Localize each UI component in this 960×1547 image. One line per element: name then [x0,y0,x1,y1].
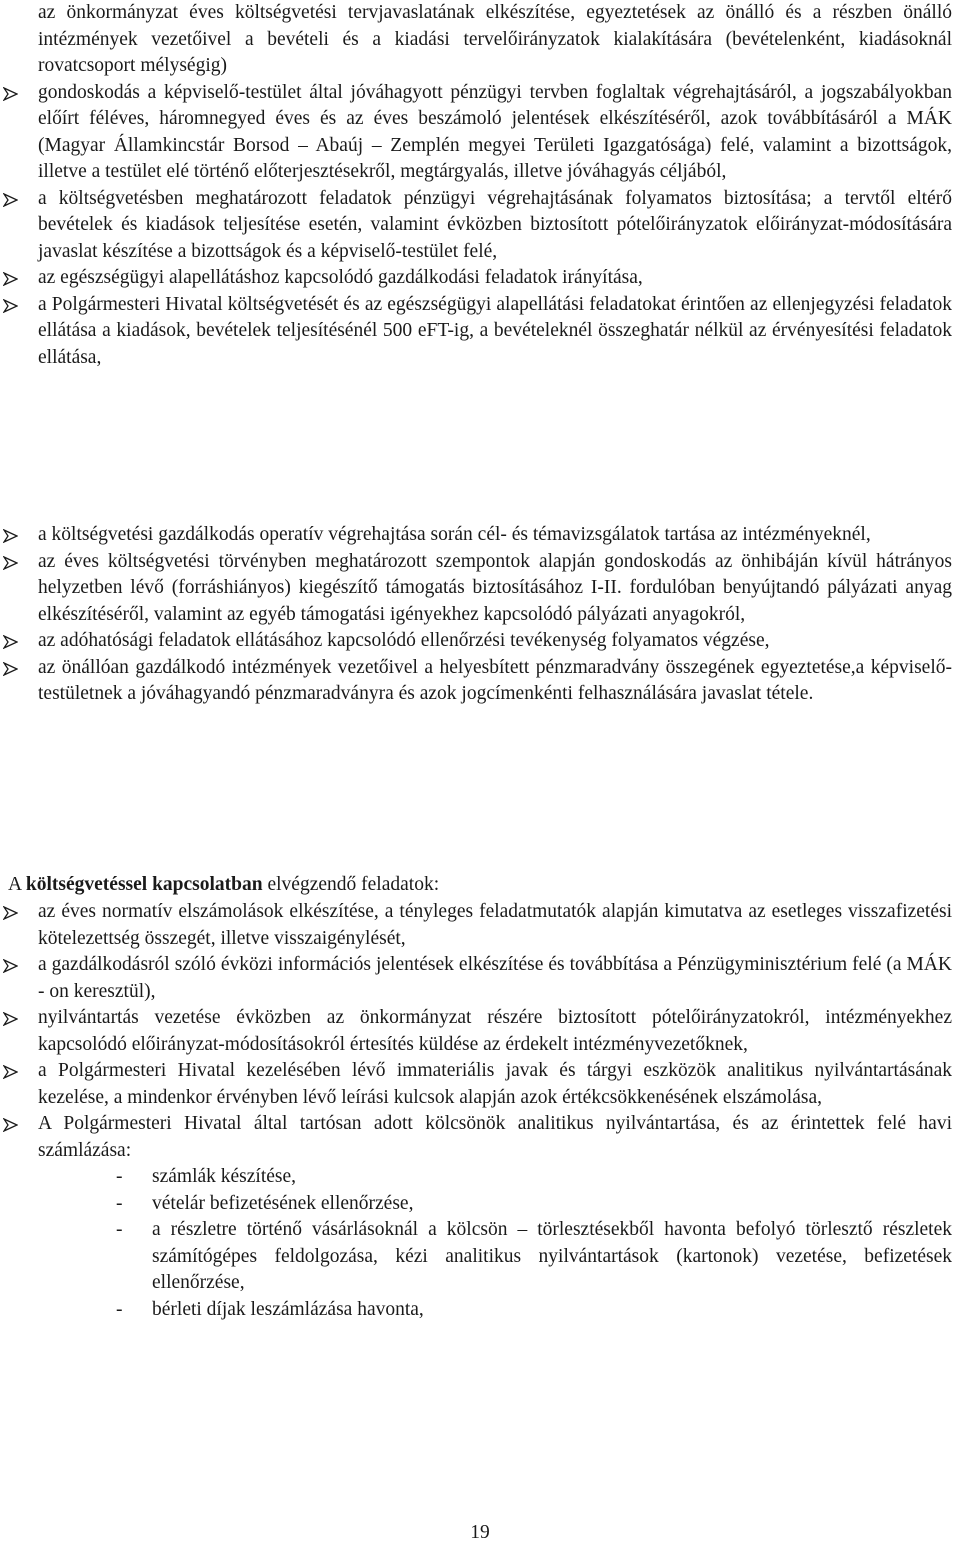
list-item-text: gondoskodás a képviselő-testület által jóváhagyott pénzügyi tervben foglaltak végrehajtásáról, a jogszabályokban előírt féléves, háromnegyed éves és az éves beszámoló jelentések elkészítéséről, azok továbbításáról a MÁK (Magyar Államkincstár Borsod – Abaúj – Zemplén megyei Területi Igazgatósága) felé, valamint a bizottságok, illetve a testület elé történő előterjesztésekről, megtárgyalás, illetve jóváhagyás céljából, [38,81,952,182]
page-number: 19 [470,1522,490,1543]
heading-prefix: A [8,874,26,895]
list-item-text: az önkormányzat éves költségvetési tervjavaslatának elkészítése, egyeztetések az önálló és a részben önálló intézmények vezetőivel a bevételi és a kiadási tervelőirányzatok kialakítására (bevételenként, kiadásoknál rovatcsoport mélységig) [38,2,952,76]
arrowhead-bullet-icon [3,959,18,973]
list-item-text: az adóhatósági feladatok ellátásához kapcsolódó ellenőrzési tevékenység folyamatos végzése, [38,630,770,651]
list-item-text: a költségvetésben meghatározott feladatok pénzügyi végrehajtásának folyamatos biztosítása; a tervtől eltérő bevételek és kiadások teljesítése esetén, valamint évközben biztosított pótelőirányzatok előirányzat-módosítására javaslat készítése a bizottságok és a képviselő-testület felé, [38,187,952,262]
dash-marker: - [116,1192,123,1214]
list-item [0,1005,960,1058]
list-item [0,549,960,629]
list-item [0,655,960,708]
list-item-text: az éves költségvetési törvényben meghatározott szempontok alapján gondoskodás az önhibáján kívül hátrányos helyzetben lévő (forráshiányos) kiegészítő támogatás biztosításához I-II. fordulóban benyújtandó pályázati anyag elkészítéséről, valamint az egyéb támogatási igényekhez kapcsolódó pályázati anyagokról, [38,550,952,625]
arrowhead-bullet-icon [3,299,18,313]
dash-list-item [0,1191,960,1218]
list-item-text: az egészségügyi alapellátáshoz kapcsolódó gazdálkodási feladatok irányítása, [38,267,643,288]
list-item [0,1111,960,1164]
arrowhead-bullet-icon [3,1065,18,1079]
dash-list [0,1164,960,1323]
bottom-section [0,899,960,1323]
dash-item-text: a részletre történő vásárlásoknál a kölcsön – törlesztésekből havonta befolyó törlesztő részletek számítógépes feldolgozása, kézi analitikus nyilvántartások (kartonok) vezetése, befizetések ellenőrzése, [152,1219,952,1293]
dash-marker: - [116,1219,123,1240]
list-item [0,899,960,952]
list-item [0,522,960,549]
arrowhead-bullet-icon [3,87,18,101]
list-item-text: nyilvántartás vezetése évközben az önkormányzat részére biztosított pótelőirányzatokról, intézményekhez kapcsolódó előirányzat-módosításokról értesítés küldése az érdekelt intézményvezetőknek, [38,1007,952,1055]
heading-bold: költségvetéssel kapcsolatban [25,874,263,895]
dash-item-text: vételár befizetésének ellenőrzése, [152,1192,414,1214]
list-item-text: a Polgármesteri Hivatal költségvetését és az egészségügyi alapellátási feladatokat érintően az ellenjegyzési feladatok ellátása a kiadások, bevételek teljesítésénél 500 eFT-ig, a bevételeknél összeghatár nélkül az érvényesítési feladatok ellátása, [38,293,952,368]
list-item-text: a költségvetési gazdálkodás operatív végrehajtása során cél- és témavizsgálatok tartása az intézményeknél, [38,524,871,545]
list-item [0,265,960,292]
list-item [0,292,960,372]
arrowhead-bullet-icon [3,1012,18,1026]
arrowhead-bullet-icon [3,635,18,649]
arrowhead-bullet-icon [3,193,18,207]
dash-list-item [0,1297,960,1324]
list-item [0,80,960,186]
list-item [0,952,960,1005]
list-item-text: az önállóan gazdálkodó intézmények vezetőivel a helyesbített pénzmaradvány összegének egyeztetése,a képviselő-testületnek a jóváhagyandó pénzmaradványra és azok jogcímenkénti felhasználására javaslat tétele. [38,656,952,704]
middle-section [0,522,960,708]
top-section [0,0,960,371]
heading-suffix: elvégzendő feladatok: [262,874,440,895]
arrowhead-bullet-icon [3,1118,18,1132]
dash-item-text: számlák készítése, [152,1166,297,1187]
dash-list-item [0,1164,960,1191]
list-item [0,0,960,80]
list-item [0,628,960,655]
list-item-text: a gazdálkodásról szóló évközi információs jelentések elkészítése és továbbítása a Pénzügyminisztérium felé (a MÁK - on keresztül), [38,954,952,1002]
dash-marker: - [116,1298,123,1320]
arrowhead-bullet-icon [3,662,18,676]
dash-item-text: bérleti díjak leszámlázása havonta, [152,1298,424,1320]
list-item-text: a Polgármesteri Hivatal kezelésében lévő immateriális javak és tárgyi eszközök analitikus nyilvántartásának kezelése, a mindenkor érvényben lévő leírási kulcsok alapján azok értékcsökkenésének elszámolása, [38,1060,952,1108]
list-item [0,1058,960,1111]
arrowhead-bullet-icon [3,529,18,543]
section-heading [0,872,960,899]
arrowhead-bullet-icon [3,906,18,920]
dash-marker: - [116,1166,123,1187]
list-item-text: az éves normatív elszámolások elkészítése, a tényleges feladatmutatók alapján kimutatva az esetleges visszafizetési kötelezettség összegét, illetve visszaigénylését, [38,901,952,949]
list-item-text: A Polgármesteri Hivatal által tartósan adott kölcsönök analitikus nyilvántartása, és az érintettek felé havi számlázása: [38,1113,952,1161]
arrowhead-bullet-icon [3,556,18,570]
arrowhead-bullet-icon [3,272,18,286]
dash-list-item [0,1217,960,1297]
list-item [0,186,960,266]
